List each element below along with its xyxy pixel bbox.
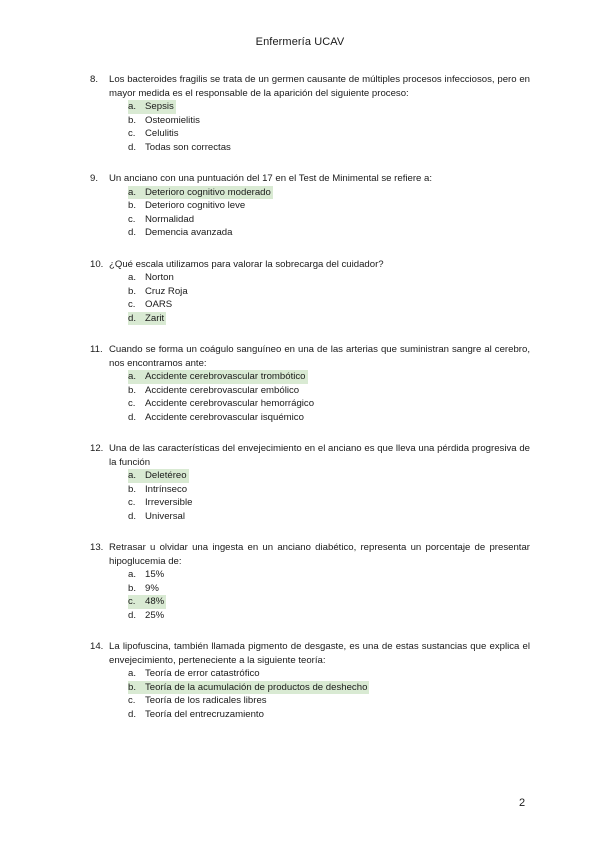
answer-option-correct [128, 595, 530, 609]
option-letter: d. [128, 510, 137, 522]
question-text: Retrasar u olvidar una ingesta en un anciano diabético, representa un porcentaje de presentar hipoglucemia de: [109, 542, 530, 567]
option-text: Teoría de error catastrófico [145, 668, 260, 679]
option-letter: a. [128, 272, 137, 283]
answer-option [128, 127, 530, 141]
option-letter: a. [128, 101, 137, 112]
answer-option-correct [128, 469, 530, 483]
option-letter: b. [128, 114, 137, 126]
answer-option [128, 483, 530, 497]
answer-option-correct [128, 100, 530, 114]
option-text: Teoría del entrecruzamiento [145, 708, 264, 720]
answer-option [128, 694, 530, 708]
option-text: Demencia avanzada [145, 227, 233, 238]
answer-option-correct [128, 370, 530, 384]
question-number: 11. [90, 344, 103, 355]
option-text: 25% [145, 609, 165, 621]
answer-option [128, 667, 530, 681]
answer-option [128, 609, 530, 623]
answer-option-correct [128, 312, 530, 326]
answer-option [128, 199, 530, 213]
answer-options [90, 370, 530, 424]
question-text: Una de las características del envejecimiento en el anciano es que lleva una pérdida progresiva de la función [109, 443, 530, 468]
option-text: OARS [145, 299, 173, 310]
option-text: Deterioro cognitivo moderado [145, 186, 271, 198]
question-list [90, 73, 530, 739]
option-text: Todas son correctas [145, 141, 231, 153]
question-text: ¿Qué escala utilizamos para valorar la sobrecarga del cuidador? [109, 258, 384, 270]
correct-answer-highlight [128, 100, 176, 114]
option-letter: c. [128, 497, 136, 508]
option-letter: b. [128, 483, 137, 495]
option-text: Accidente cerebrovascular hemorrágico [145, 398, 315, 409]
answer-option [128, 582, 530, 596]
answer-options [90, 186, 530, 240]
answer-option [128, 496, 530, 510]
correct-answer-highlight [128, 370, 308, 384]
option-text: Cruz Roja [145, 285, 188, 297]
option-letter: c. [128, 398, 136, 409]
option-letter: a. [128, 668, 137, 679]
answer-option [128, 213, 530, 227]
answer-option [128, 285, 530, 299]
answer-options [90, 568, 530, 622]
correct-answer-highlight [128, 595, 166, 609]
option-letter: a. [128, 470, 137, 481]
option-letter: a. [128, 186, 137, 198]
question-text: Cuando se forma un coágulo sanguíneo en una de las arterias que suministran sangre al cerebro, nos encontramos ante: [109, 344, 530, 369]
option-letter: c. [128, 299, 136, 310]
question-item [90, 541, 530, 622]
page-number: 2 [519, 797, 526, 809]
option-text: Teoría de los radicales libres [145, 695, 267, 706]
answer-option [128, 411, 530, 425]
option-letter: c. [128, 596, 136, 607]
question-item [90, 172, 530, 240]
answer-option [128, 226, 530, 240]
question-item [90, 73, 530, 154]
option-text: Universal [145, 510, 185, 522]
answer-option [128, 510, 530, 524]
answer-options [90, 271, 530, 325]
option-letter: d. [128, 708, 137, 720]
question-number: 12. [90, 443, 104, 454]
option-letter: c. [128, 695, 136, 706]
option-text: Norton [145, 272, 174, 283]
option-letter: a. [128, 371, 137, 382]
option-text: 15% [145, 569, 165, 580]
answer-options [90, 100, 530, 154]
answer-option [128, 384, 530, 398]
correct-answer-highlight [128, 469, 189, 483]
option-letter: d. [128, 227, 137, 238]
option-text: Celulitis [145, 128, 179, 139]
question-number: 13. [90, 542, 104, 553]
answer-option [128, 397, 530, 411]
correct-answer-highlight [128, 186, 273, 200]
option-letter: a. [128, 569, 137, 580]
answer-option-correct [128, 681, 530, 695]
correct-answer-highlight [128, 681, 369, 695]
option-text: 9% [145, 582, 159, 594]
answer-option [128, 141, 530, 155]
question-text: La lipofuscina, también llamada pigmento de desgaste, es una de estas sustancias que explica el envejecimiento, perteneciente a la siguiente teoría: [109, 641, 530, 666]
question-number: 9. [90, 173, 99, 184]
question-item [90, 442, 530, 523]
question-item [90, 343, 530, 424]
option-text: Teoría de la acumulación de productos de deshecho [145, 681, 368, 693]
answer-option [128, 298, 530, 312]
question-number: 10. [90, 258, 104, 270]
option-text: Sepsis [145, 101, 174, 112]
option-letter: d. [128, 411, 137, 423]
option-text: Deterioro cognitivo leve [145, 200, 246, 211]
question-item [90, 640, 530, 721]
page-header: Enfermería UCAV [255, 36, 345, 48]
option-letter: d. [128, 141, 137, 153]
option-text: Accidente cerebrovascular isquémico [145, 411, 304, 423]
answer-options [90, 469, 530, 523]
answer-options [90, 667, 530, 721]
option-text: Normalidad [145, 213, 195, 225]
option-letter: b. [128, 582, 137, 594]
option-letter: b. [128, 200, 137, 211]
question-number: 14. [90, 641, 104, 652]
option-letter: b. [128, 285, 137, 297]
correct-answer-highlight [128, 312, 166, 326]
option-letter: d. [128, 312, 137, 324]
option-text: Osteomielitis [145, 114, 200, 126]
answer-option-correct [128, 186, 530, 200]
option-letter: d. [128, 609, 137, 621]
answer-option [128, 708, 530, 722]
answer-option [128, 271, 530, 285]
question-item [90, 258, 530, 326]
option-letter: c. [128, 213, 136, 225]
option-text: Accidente cerebrovascular embólico [145, 384, 300, 396]
option-text: Accidente cerebrovascular trombótico [145, 371, 306, 382]
answer-option [128, 114, 530, 128]
option-text: Irreversible [145, 497, 193, 508]
option-text: 48% [145, 596, 165, 607]
option-text: Deletéreo [145, 470, 187, 481]
answer-option [128, 568, 530, 582]
option-letter: c. [128, 128, 136, 139]
option-letter: b. [128, 681, 137, 693]
question-number: 8. [90, 74, 99, 85]
option-text: Zarit [145, 312, 165, 324]
option-letter: b. [128, 384, 137, 396]
question-text: Un anciano con una puntuación del 17 en el Test de Minimental se refiere a: [109, 173, 433, 184]
option-text: Intrínseco [145, 483, 188, 495]
question-text: Los bacteroides fragilis se trata de un germen causante de múltiples procesos infecciosos, pero en mayor medida es el responsable de la aparición del siguiente proceso: [109, 74, 530, 99]
